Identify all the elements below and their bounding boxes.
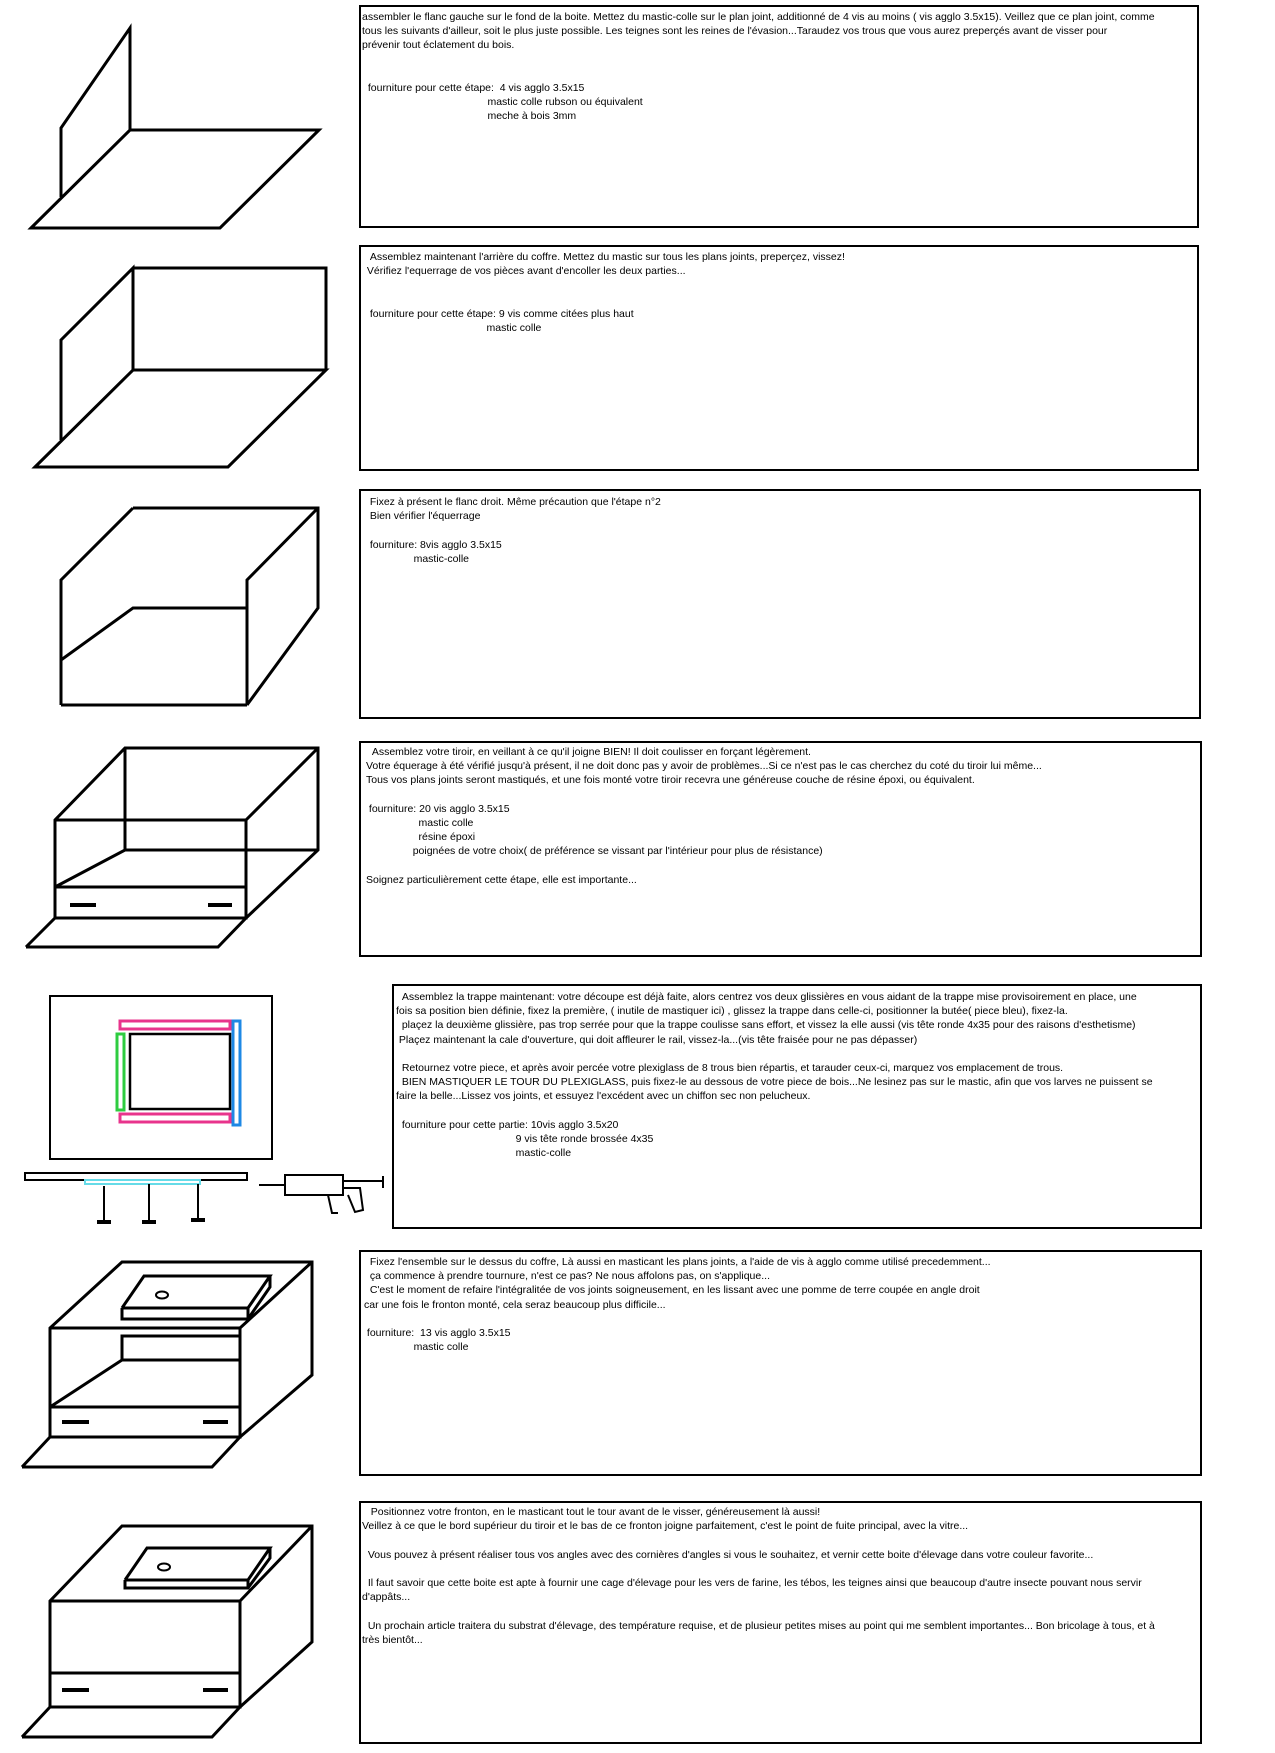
step-2-text: Assemblez maintenant l'arrière du coffre. Mettez du mastic sur tous les plans joints, preperçez, vissez! Vérifiez l'equerrage de vos pièces avant d'encoller les deux parties... fourniture pour cette étape: 9 vis comme citées plus haut mastic colle [366,251,845,335]
step-1-drawing [31,28,319,228]
step-7-text: Positionnez votre fronton, en le masticant tout le tour avant de le visser, généreusement là aussi! Veillez à ce que le bord supérieur du tiroir et le bas de ce fronton joigne parfaitement, c'est le point de fuite principal, avec la vitre... Vous pouvez à présent réaliser tous vos angles avec des cornières d'angles si vous le souhaitez, et vernir cette boite d'élevage dans votre couleur favorite... Il faut savoir que cette boite est apte à fournir une cage d'élevage pour les vers de farine, les tébos, les teignes ainsi que beaucoup d'autre insecte pouvant nous servir d'appâts... Un prochain article traitera du substrat d'élevage, des température requise, et de plusieur petites mises au point qui me semblent importantes... Bon bricolage à tous, et à très bientôt... [362,1506,1155,1646]
step-3-text: Fixez à présent le flanc droit. Même précaution que l'étape n°2 Bien vérifier l'équerrage fourniture: 8vis agglo 3.5x15 mastic-colle [369,496,661,565]
step-6-text: Fixez l'ensemble sur le dessus du coffre, Là aussi en masticant les plans joints, a l'aide de vis à agglo comme utilisé precedemment... ça commence à prendre tournure, n'est ce pas? Ne nous affolons pas, on s'applique... C'est le moment de refaire l'intégralitée de vos joints soigneusement, en les lissant avec une pomme de terre coupée en angle droit car une fois le fronton monté, cela seraz beaucoup plus difficile... fourniture: 13 vis agglo 3.5x15 mastic colle [364,1256,991,1354]
step-6-drawing [22,1262,312,1467]
step-7-drawing [22,1526,312,1737]
step-3-drawing [61,508,318,705]
step-5-text: Assemblez la trappe maintenant: votre découpe est déjà faite, alors centrez vos deux glissières en vous aidant de la trappe mise provisoirement en place, une fois sa position bien définie, fixez la première, ( inutile de mastiquer ici) , glissez la trappe dans celle-ci, positionner la butée( piece bleu), fixez-la. plaçez la deuxième glissière, pas trop serrée pour que la trappe coulisse sans effort, et vissez la elle aussi (vis tête ronde 4x35 pour des raisons d'esthetisme) Plaçez maintenant la cale d'ouverture, qui doit affleurer le rail, vissez-la...(vis tête fraisée pour ne pas dépasser) Retournez votre piece, et après avoir percée votre plexiglass de 8 trous bien répartis, et tarauder ceux-ci, marquez vos emplacement de trous. BIEN MASTIQUER LE TOUR DU PLEXIGLASS, puis fixez-le au dessous de votre piece de bois...Ne lesinez pas sur le mastic, afin que vos larves ne puissent se faire la belle...Lissez vos joints, et essuyez l'excédent avec un chiffon sec non pelucheux. fourniture pour cette partie: 10vis agglo 3.5x20 9 vis tête ronde brossée 4x35 mastic-colle [396,991,1153,1160]
step-5-drawing [25,996,272,1222]
step-4-text: Assemblez votre tiroir, en veillant à ce qu'il joigne BIEN! Il doit coulisser en forçant légèrement. Votre équerage à été vérifié jusqu'à présent, il ne doit donc pas y avoir de problèmes...Si ce n'est pas le cas cherchez du coté du tiroir lui même... Tous vos plans joints seront mastiqués, et une fois monté votre tiroir recevra une généreuse couche de résine époxi, ou équivalent. fourniture: 20 vis agglo 3.5x15 mastic colle résine époxi poignées de votre choix( de préférence se vissant par l'intérieur pour plus de résistance) Soignez particulièrement cette étape, elle est importante... [366,746,1042,886]
step-1-text: assembler le flanc gauche sur le fond de la boite. Mettez du mastic-colle sur le plan joint, additionné de 4 vis au moins ( vis agglo 3.5x15). Veillez que ce plan joint, comme tous les suivants d'ailleur, soit le plus juste possible. Les teignes sont les reines de l'évasion...Taraudez vos trous que vous aurez preperçés avant de visser pour prévenir tout éclatement du bois. fourniture pour cette étape: 4 vis agglo 3.5x15 mastic colle rubson ou équivalent meche à bois 3mm [362,11,1155,123]
step-2-drawing [35,268,326,467]
caulking-gun-drawing [259,1175,383,1213]
step-4-drawing [26,748,318,947]
